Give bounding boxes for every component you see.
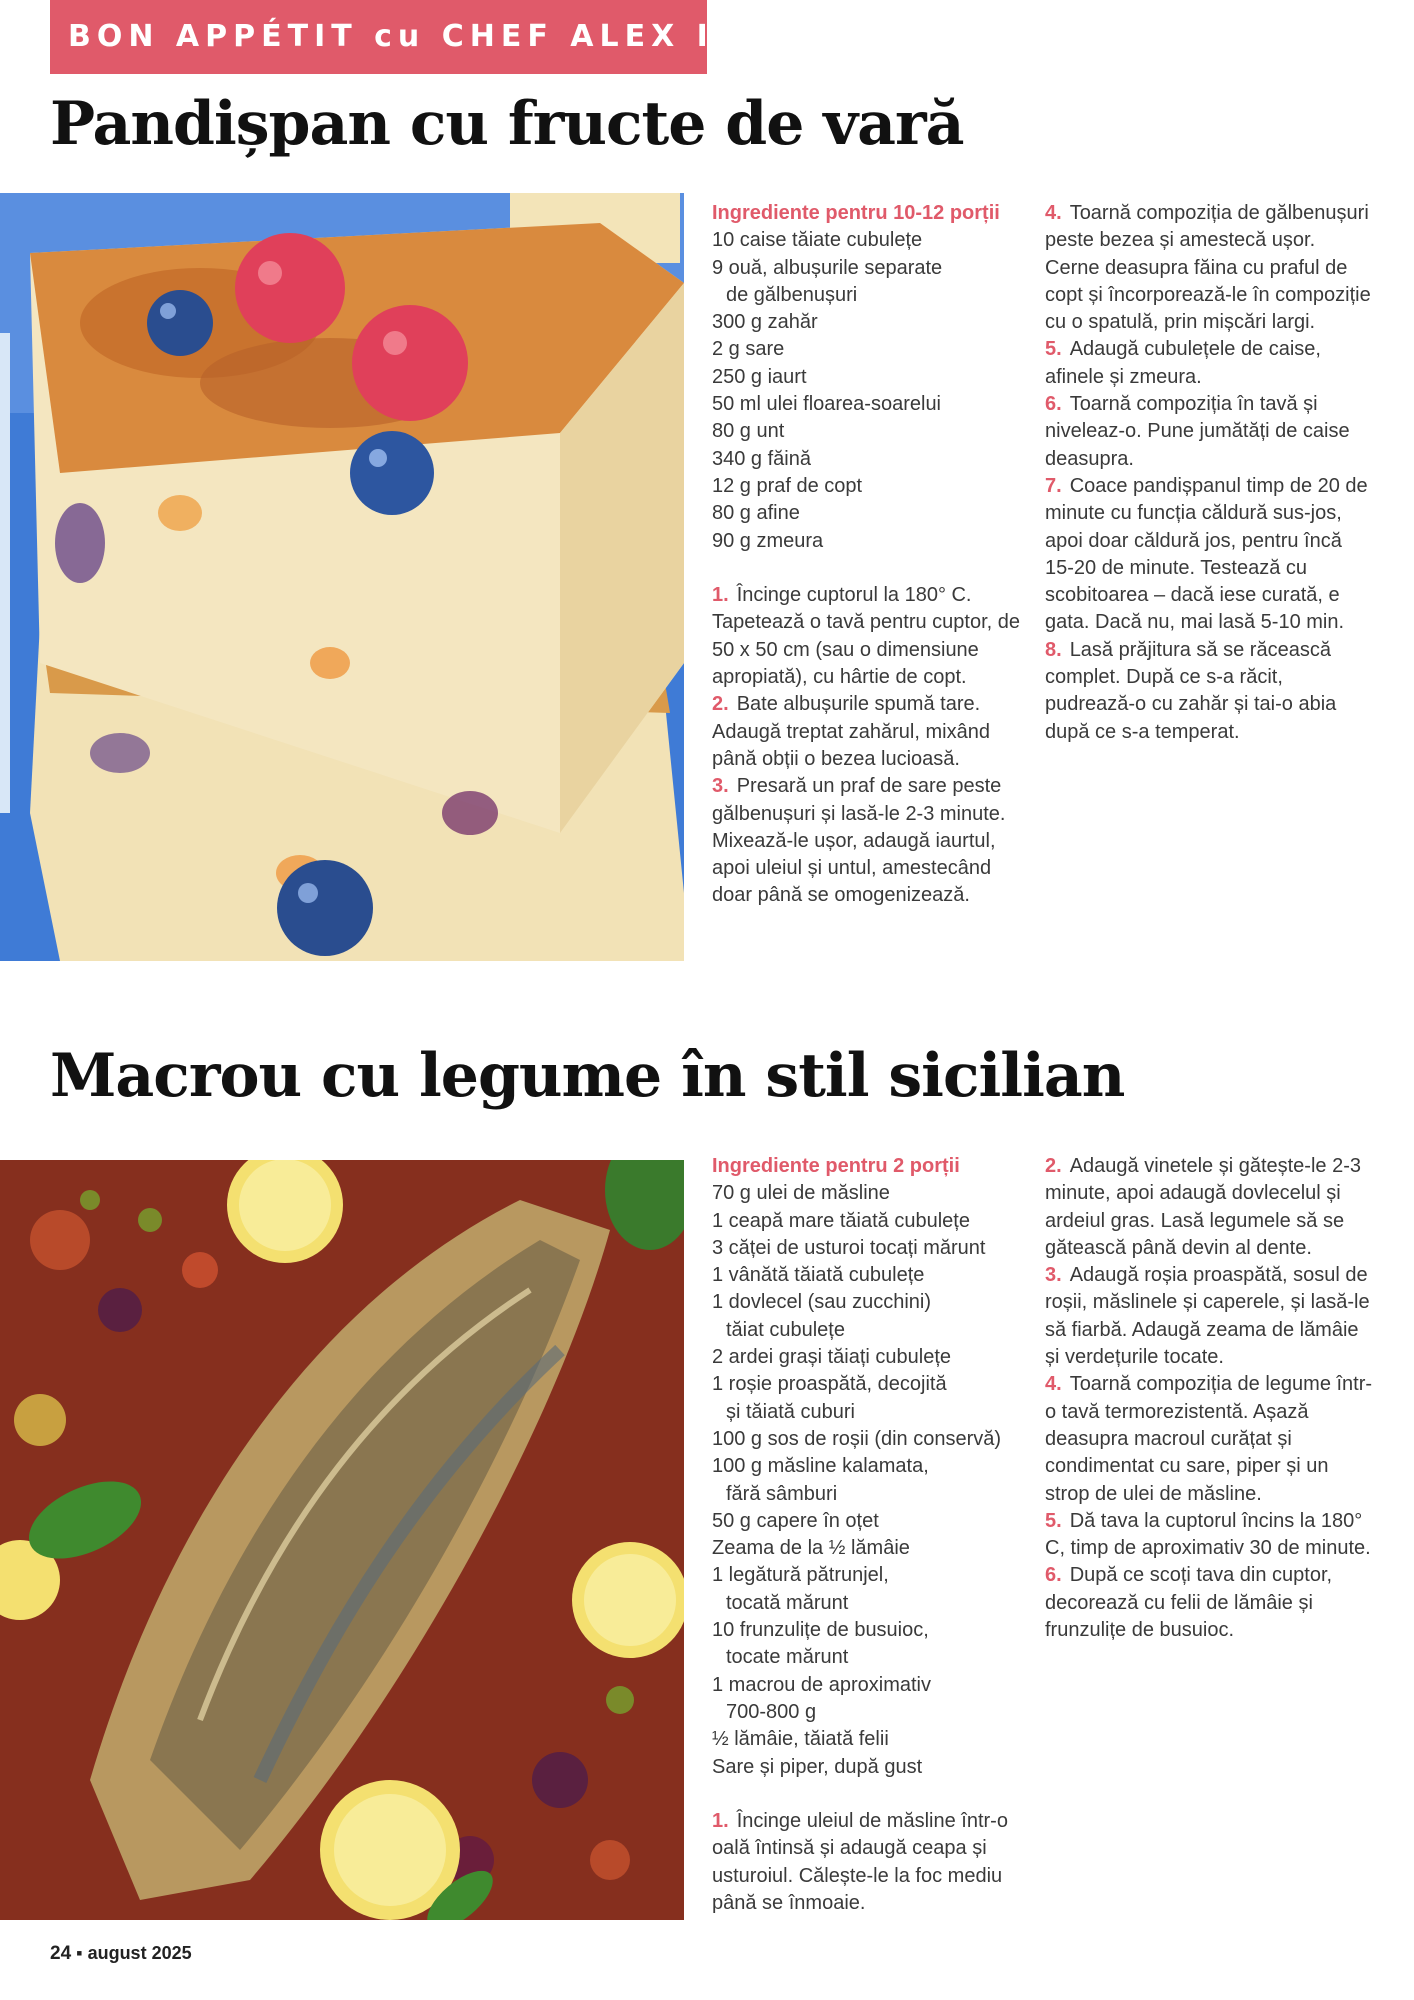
ingredient-item: 2 ardei grași tăiați cubulețe (712, 1346, 952, 1369)
ingredient-item: 10 caise tăiate cubulețe (712, 229, 923, 252)
step-number: 1. (712, 584, 729, 607)
steps-column-1 (1045, 200, 1375, 746)
ingredient-item: 10 frunzulițe de busuioc, (712, 1619, 929, 1642)
recipe-step (712, 1808, 1022, 1917)
recipe-step (1045, 637, 1375, 746)
step-number: 2. (712, 693, 729, 716)
ingredient-item: de gălbenușuri (726, 283, 858, 306)
ingredient-item: 9 ouă, albușurile separate (712, 256, 943, 279)
step-text: Lasă prăjitura să se răcească complet. După ce s-a răcit, pudrează-o cu zahăr și tai-o abia după ce s-a temperat. (1045, 638, 1337, 743)
step-number: 6. (1045, 1564, 1062, 1587)
step-text: Încinge uleiul de măsline într-o oală întinsă și adaugă ceapa și usturoiul. Călește-le la foc mediu până se înmoaie. (712, 1810, 1008, 1915)
step-text: Încinge cuptorul la 180° C. Tapetează o tavă pentru cuptor, de 50 x 50 cm (sau o dimensiune apropiată), cu hârtie de copt. (712, 584, 1020, 689)
ingredient-item: 70 g ulei de măsline (712, 1182, 890, 1205)
ingredients-heading: Ingrediente pentru 2 porții (712, 1155, 960, 1177)
ingredient-item: 50 ml ulei floarea-soarelui (712, 393, 942, 416)
step-number: 5. (1045, 338, 1062, 361)
recipe-title: Macrou cu legume în stil sicilian (50, 1041, 1125, 1111)
recipe-step (1045, 473, 1375, 637)
ingredient-item: 100 g măsline kalamata, (712, 1455, 929, 1478)
step-text: Toarnă compoziția în tavă și niveleaz-o. Pune jumătăți de caise deasupra. (1045, 393, 1350, 470)
ingredients-column-2 (712, 1153, 1022, 1917)
ingredient-item: 1 ceapă mare tăiată cubulețe (712, 1209, 970, 1232)
ingredient-item: ½ lămâie, tăiată felii (712, 1728, 889, 1751)
issue-date: august 2025 (87, 1943, 192, 1963)
ingredients-column-1 (712, 200, 1022, 910)
recipe-step (1045, 1262, 1375, 1371)
ingredient-item: 90 g zmeura (712, 529, 824, 552)
recipe-step (1045, 1508, 1375, 1563)
ingredient-item: tocate mărunt (726, 1646, 849, 1669)
step-text: Bate albușurile spumă tare. Adaugă treptat zahărul, mixând până obții o bezea lucioasă. (712, 693, 990, 770)
ingredient-item: 1 dovlecel (sau zucchini) (712, 1291, 931, 1314)
recipe-title: Pandișpan cu fructe de vară (50, 89, 964, 159)
recipe-step (1045, 1371, 1375, 1507)
step-text: Coace pandișpanul timp de 20 de minute cu funcția căldură sus-jos, apoi doar căldură jos, pentru încă 15-20 de minute. Testează cu scobitoarea – dacă iese curată, e gata. Dacă nu, mai lasă 5-10 min. (1045, 474, 1368, 634)
step-text: După ce scoți tava din cuptor, decorează cu felii de lămâie și frunzulițe de busuioc. (1045, 1564, 1333, 1642)
ingredient-item: 50 g capere în oțet (712, 1509, 879, 1532)
ingredient-item: 700-800 g (726, 1700, 817, 1723)
recipe-step (1045, 336, 1375, 391)
ingredients-heading: Ingrediente pentru 10-12 porții (712, 202, 1000, 224)
ingredient-item: 12 g praf de copt (712, 474, 863, 497)
step-text: Dă tava la cuptorul încins la 180° C, timp de aproximativ 30 de minute. (1045, 1509, 1371, 1560)
step-number: 4. (1045, 202, 1062, 224)
ingredient-item: 1 legătură pătrunjel, (712, 1564, 889, 1587)
step-number: 2. (1045, 1155, 1062, 1177)
ingredient-item: Sare și piper, după gust (712, 1755, 923, 1778)
step-text: Toarnă compoziția de legume într-o tavă termorezistentă. Așază deasupra macroul curățat și condimentat cu sare, piper și un strop de ulei de măsline. (1045, 1373, 1373, 1505)
ingredient-item: 80 g afine (712, 502, 800, 525)
section-banner: BON APPÉTIT cu CHEF ALEX IACOB (50, 0, 707, 74)
recipe-step (712, 773, 1022, 909)
step-text: Adaugă roșia proaspătă, sosul de roșii, măslinele și caperele, și lasă-le să fiarbă. Adaugă zeama de lămâie și verdețurile tocate. (1045, 1264, 1370, 1369)
step-text: Adaugă cubulețele de caise, afinele și zmeura. (1045, 338, 1321, 388)
ingredient-item: 1 vânătă tăiată cubulețe (712, 1264, 925, 1287)
ingredient-item: 340 g făină (712, 447, 811, 470)
ingredient-item: tăiat cubulețe (726, 1318, 845, 1341)
recipe-step (1045, 200, 1375, 336)
recipe-step (712, 691, 1022, 773)
step-text: Toarnă compoziția de gălbenușuri peste bezea și amestecă ușor. Cerne deasupra făina cu praful de copt și încorporează-le în compoziție cu o spatulă, prin mișcări largi. (1045, 202, 1371, 334)
ingredient-item: și tăiată cuburi (726, 1400, 855, 1423)
step-number: 3. (712, 775, 729, 798)
ingredient-item: 80 g unt (712, 420, 785, 443)
step-text: Presară un praf de sare peste gălbenușuri și lasă-le 2-3 minute. Mixează-le ușor, adaugă iaurtul, apoi uleiul și untul, amestecând doar până se omogenizează. (712, 775, 1006, 907)
ingredient-item: 3 căței de usturoi tocați mărunt (712, 1236, 986, 1259)
ingredient-item: 1 macrou de aproximativ (712, 1673, 931, 1696)
step-number: 4. (1045, 1373, 1062, 1396)
page-number: 24 (50, 1943, 72, 1964)
step-text: Adaugă vinetele și gătește-le 2-3 minute, apoi adaugă dovlecelul și ardeiul gras. Lasă legumele să se gătească până devin al dente. (1045, 1155, 1361, 1259)
ingredient-item: 300 g zahăr (712, 311, 818, 334)
ingredient-item: 2 g sare (712, 338, 785, 361)
recipe-step (712, 582, 1022, 691)
cake-photo (0, 193, 684, 961)
step-number: 1. (712, 1810, 729, 1833)
step-number: 7. (1045, 474, 1062, 497)
mackerel-photo (0, 1160, 684, 1920)
ingredient-item: tocată mărunt (726, 1591, 849, 1614)
recipe-step (1045, 1562, 1375, 1644)
ingredient-item: 1 roșie proaspătă, decojită (712, 1373, 947, 1396)
ingredient-item: Zeama de la ½ lămâie (712, 1537, 910, 1560)
step-number: 5. (1045, 1509, 1062, 1532)
step-number: 6. (1045, 393, 1062, 416)
ingredient-item: 100 g sos de roșii (din conservă) (712, 1427, 1002, 1450)
footer-separator: ▪ (76, 1943, 83, 1963)
steps-column-2 (1045, 1153, 1375, 1644)
recipe-step (1045, 391, 1375, 473)
page-footer (50, 1943, 192, 1965)
step-number: 3. (1045, 1264, 1062, 1287)
recipe-step (1045, 1153, 1375, 1262)
ingredient-item: fără sâmburi (726, 1482, 838, 1505)
ingredient-item: 250 g iaurt (712, 365, 807, 388)
step-number: 8. (1045, 638, 1062, 661)
